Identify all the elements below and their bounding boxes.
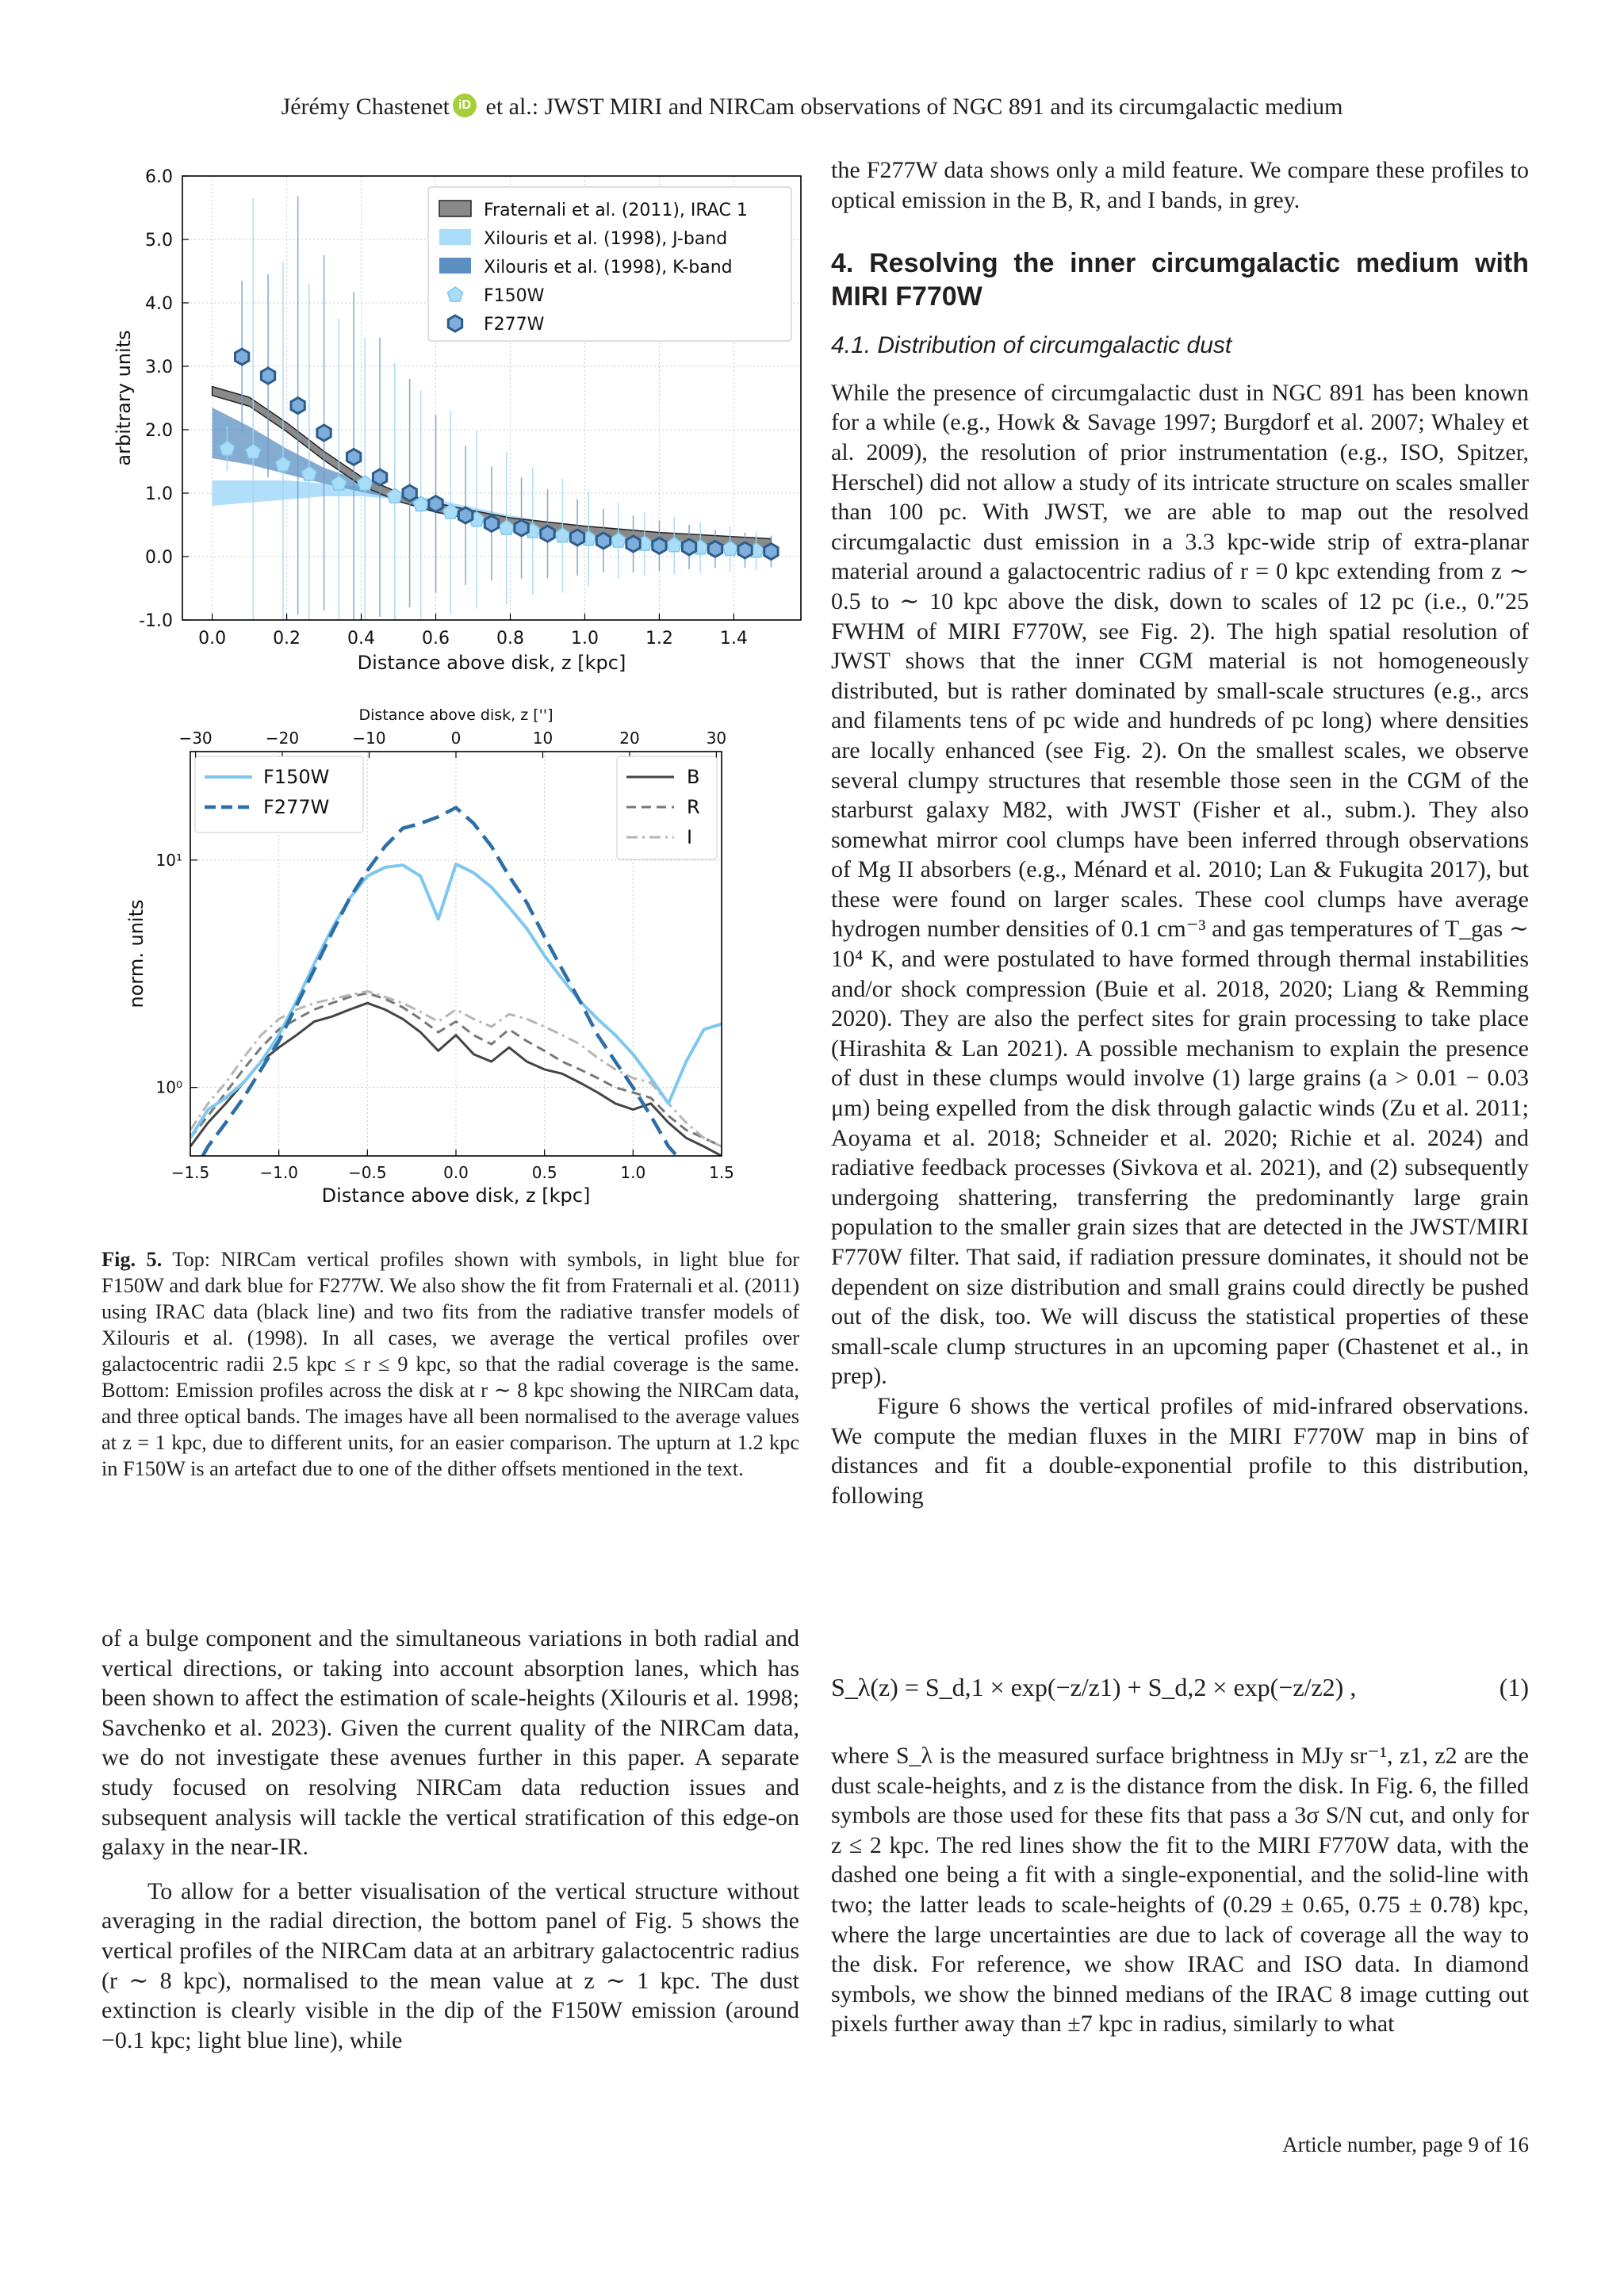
legend-label: F277W: [484, 315, 545, 335]
f277w-point: [485, 515, 498, 531]
figure5-bottom-chart: [103, 698, 817, 1237]
top-x-tick-label: −20: [265, 729, 300, 748]
header-title: et al.: JWST MIRI and NIRCam observations of NGC 891 and its circumgalactic medium: [480, 94, 1343, 120]
f277w-point: [682, 539, 695, 555]
subsection-title: 4.1. Distribution of circumgalactic dust: [831, 332, 1232, 359]
legend-swatch: [439, 201, 471, 216]
equation-1: [831, 1655, 1529, 1722]
f277w-point: [236, 349, 249, 365]
y-tick-label: 3.0: [145, 358, 173, 377]
header-author: Jérémy Chastenet: [281, 94, 450, 120]
right-top-paragraph: the F277W data shows only a mild feature. We compare these profiles to optical emission in the B, R, and I bands, in grey.: [831, 157, 1529, 213]
right-paragraph-1: While the presence of circumgalactic dust in NGC 891 has been known for a while (e.g., Howk & Savage 1997; Burgdorf et al. 2007; Whaley et al. 2009), the resolution of prior instrumentation (e.g., ISO, Spitzer, Herschel) did not allow a study of its intricate structure on scales smaller than 100 pc. With JWST, we are able to map out the resolved circumgalactic dust emission in a 3.3 kpc-wide strip of extra-planar material around a galactocentric radius of r = 0 kpc extending from z ∼ 0.5 to ∼ 10 kpc above the disk, down to scales of 12 pc (i.e., 0.″25 FWHM of MIRI F770W, see Fig. 2). The high spatial resolution of JWST shows that the inner CGM material is not homogeneously distributed, but is rather dominated by small-scale structures (e.g., arcs and filaments tens of pc wide and hundreds of pc long) where densities are locally enhanced (see Fig. 2). On the smallest scales, we observe several clumpy structures that resemble those seen in the CGM of the starburst galaxy M82, with JWST (Fisher et al., subm.). They also somewhat mirror cool clumps have been inferred through observations of Mg II absorbers (e.g., Ménard et al. 2010; Lan & Fukugita 2017), but these were found on larger scales. These cool clumps have average hydrogen number densities of 0.1 cm⁻³ and gas temperatures of T_gas ∼ 10⁴ K, and were postulated to have formed through thermal instabilities and/or shock compression (Buie et al. 2018, 2020; Liang & Remming 2020). They are also the perfect sites for grain processing to take place (Hirashita & Lan 2021). A possible mechanism to explain the presence of dust in these clumps would involve (1) large grains (a > 0.01 − 0.03 μm) being expelled from the disk through galactic winds (Zu et al. 2011; Aoyama et al. 2018; Schneider et al. 2020; Richie et al. 2024) and radiative feedback processes (Sivkova et al. 2021), and (2) subsequently undergoing shattering, transferring the predominantly large grain population to the smaller grain sizes that are detected in the JWST/MIRI F770W filter. That said, if radiation pressure dominates, it should not be dependent on size distribution and small grains could directly be pushed out of the disk, too. We will discuss the statistical properties of these small-scale clump structures in an upcoming paper (Chastenet et al., in prep).: [831, 379, 1529, 1390]
f277w-point: [596, 533, 610, 549]
y-tick-label: 1.0: [145, 484, 173, 504]
equation-body: S_λ(z) = S_d,1 × exp(−z/z1) + S_d,2 × exp(−z/z2) ,: [831, 1673, 1357, 1701]
y-tick-label: 5.0: [145, 231, 173, 251]
y-tick-label: 2.0: [145, 421, 173, 441]
series-group: [190, 808, 722, 1207]
caption-label: Fig. 5.: [102, 1248, 163, 1271]
top-x-axis-label: Distance above disk, z ['']: [358, 706, 553, 724]
f277w-point: [708, 541, 722, 557]
f277w-point: [261, 368, 274, 384]
f277w-point: [653, 538, 666, 553]
y-tick-label: 10⁰: [155, 1077, 182, 1097]
figure-caption: [102, 1246, 799, 1482]
x-tick-label: 0.6: [422, 629, 450, 649]
x-tick-label: 1.5: [709, 1163, 734, 1182]
left-paragraph-2: To allow for a better visualisation of the vertical structure without averaging in the radial direction, the bottom panel of Fig. 5 shows the vertical profiles of the NIRCam data at an arbitrary galactocentric radius (r ∼ 8 kpc), normalised to the mean value at z ∼ 1 kpc. The dust extinction is clearly visible in the dip of the F150W emission (around −0.1 kpc; light blue line), while: [102, 1877, 799, 2053]
x-tick-label: −0.5: [348, 1163, 387, 1182]
legend-label: F150W: [484, 286, 545, 306]
legend-label: R: [687, 796, 700, 818]
x-tick-label: 1.0: [620, 1163, 646, 1182]
f277w-point: [764, 544, 778, 560]
right-paragraph-3: where S_λ is the measured surface brightness in MJy sr⁻¹, z1, z2 are the dust scale-heights, and z is the distance from the disk. In Fig. 6, the filled symbols are those used for these fits that pass a 3σ S/N cut, and only for z ≤ 2 kpc. The red lines show the fit to the MIRI F770W data, with the dashed one being a fit with a single-exponential, and the solid-line with two; the latter leads to scale-heights of (0.29 ± 0.65, 0.75 ± 0.78) kpc, where the large uncertainties are due to lack of coverage all the way to the disk. For reference, we show IRAC and ISO data. In diamond symbols, we show the binned medians of the IRAC 8 image cutting out pixels further away than ±7 kpc in radius, similarly to what: [831, 1743, 1529, 2038]
top-x-tick-label: 30: [706, 729, 727, 748]
legend-label: Xilouris et al. (1998), J-band: [484, 229, 728, 249]
legend-label: Fraternali et al. (2011), IRAC 1: [484, 201, 748, 220]
x-tick-label: 1.4: [719, 629, 748, 649]
right-column-top: [831, 155, 1529, 1510]
y-tick-label: -1.0: [139, 611, 173, 631]
y-axis-label: norm. units: [125, 899, 147, 1008]
f277w-point: [570, 530, 584, 545]
x-tick-label: 1.2: [645, 629, 673, 649]
top-x-tick-label: −10: [352, 729, 386, 748]
right-column-bottom: [831, 1741, 1529, 2039]
y-tick-label: 0.0: [145, 548, 173, 568]
left-continuation: of a bulge component and the simultaneous variations in both radial and vertical directions, or taking into account absorption lanes, which has been shown to affect the estimation of scale-heights (Xilouris et al. 1998; Savchenko et al. 2023). Given the current quality of the NIRCam data, we do not investigate these avenues further in this paper. A separate study focused on resolving NIRCam data reduction issues and subsequent analysis will tackle the vertical stratification of this edge-on galaxy in the near-IR.: [102, 1625, 799, 1861]
f277w-point: [317, 425, 331, 441]
legend-swatch: [448, 316, 462, 331]
f277w-point: [373, 469, 386, 485]
f277w-point: [347, 449, 361, 465]
f277w-point: [291, 398, 304, 414]
legend-swatch: [439, 229, 471, 245]
y-tick-label: 4.0: [145, 294, 173, 314]
y-tick-label: 6.0: [145, 167, 173, 187]
right-paragraph-2: Figure 6 shows the vertical profiles of mid-infrared observations. We compute the median fluxes in the MIRI F770W map in bins of distances and fit a double-exponential profile to this distribution, following: [831, 1392, 1529, 1509]
x-tick-label: 0.2: [273, 629, 301, 649]
legend-label: F150W: [263, 766, 330, 788]
top-x-tick-label: 0: [450, 729, 462, 748]
x-tick-label: −1.0: [259, 1163, 298, 1182]
page-footer: Article number, page 9 of 16: [1282, 2133, 1529, 2156]
legend-label: B: [687, 766, 700, 788]
legend-label: Xilouris et al. (1998), K-band: [484, 258, 733, 277]
x-tick-label: −1.5: [170, 1163, 210, 1182]
figure5-top-chart: [103, 166, 817, 674]
running-header: [0, 94, 1624, 121]
legend-label: I: [687, 826, 693, 848]
top-x-tick-label: 10: [532, 729, 553, 748]
section-title: 4. Resolving the inner circumgalactic medium with MIRI F770W: [831, 248, 1529, 312]
x-tick-label: 0.0: [198, 629, 227, 649]
legend-label: F277W: [263, 796, 330, 818]
x-tick-label: 0.0: [443, 1163, 469, 1182]
caption-text: Top: NIRCam vertical profiles shown with symbols, in light blue for F150W and dark blue for F277W. We also show the fit from Fraternali et al. (2011) using IRAC data (black line) and two fits from the radiative transfer models of Xilouris et al. (1998). In all cases, we average the vertical profiles over galactocentric radii 2.5 kpc ≤ r ≤ 9 kpc, so that the radial coverage is the same. Bottom: Emission profiles across the disk at r ∼ 8 kpc showing the NIRCam data, and three optical bands. The images have all been normalised to the average values at z = 1 kpc, due to different units, for an easier comparison. The upturn at 1.2 kpc in F150W is an artefact due to one of the dither offsets mentioned in the text.: [102, 1248, 799, 1480]
f277w-point: [458, 507, 472, 523]
f277w-point: [541, 526, 554, 541]
top-x-tick-label: −30: [178, 729, 213, 748]
equation-number: (1): [1499, 1673, 1529, 1701]
y-axis-label: arbitrary units: [113, 330, 135, 466]
x-axis-label: Distance above disk, z [kpc]: [321, 1184, 591, 1207]
f277w-point: [515, 520, 528, 536]
f277w-point: [626, 536, 640, 552]
f277w-point: [738, 542, 752, 558]
left-column: [102, 1624, 799, 2055]
x-tick-label: 0.4: [347, 629, 376, 649]
x-tick-label: 0.5: [531, 1163, 557, 1182]
x-tick-label: 0.8: [496, 629, 524, 649]
x-axis-label: Distance above disk, z [kpc]: [357, 652, 626, 674]
x-tick-label: 1.0: [570, 629, 599, 649]
legend-swatch: [439, 258, 471, 274]
orcid-icon[interactable]: iD: [453, 94, 477, 117]
top-x-tick-label: 20: [619, 729, 640, 748]
y-tick-label: 10¹: [155, 850, 182, 870]
f277w-point: [429, 496, 442, 512]
f277w-point: [403, 485, 416, 501]
